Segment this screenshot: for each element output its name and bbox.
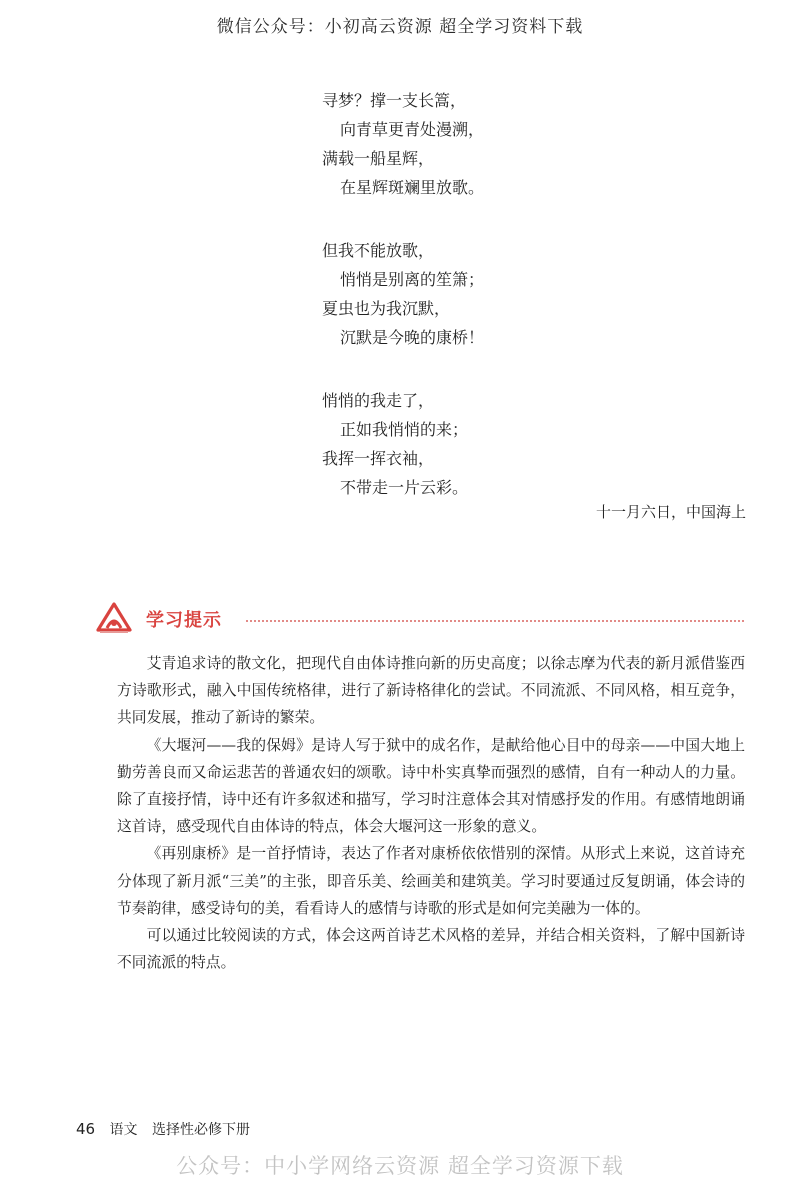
poem-line: 沉默是今晚的康桥！ [340,328,485,347]
study-tips-divider [246,620,744,622]
poem-line: 正如我悄悄的来； [340,420,469,439]
study-tips-paragraph: 可以通过比较阅读的方式，体会这两首诗艺术风格的差异，并结合相关资料，了解中国新诗不同流派的特点。 [117,927,745,972]
book-subject: 语文 [109,1122,138,1138]
book-volume: 选择性必修下册 [152,1122,250,1138]
footer-watermark: 公众号：中小学网络云资源 超全学习资源下载 [176,1154,624,1178]
poem-dateline: 十一月六日，中国海上 [595,503,746,521]
study-tips-body [117,650,745,976]
study-tips-paragraph: 《再别康桥》是一首抒情诗，表达了作者对康桥依依惜别的深情。从形式上来说，这首诗充分体现了新月派“三美”的主张，即音乐美、绘画美和建筑美。学习时要通过反复朗诵，体会诗的节奏韵律，感受诗句的美，看看诗人的感情与诗歌的形式是如何完美融为一体的。 [117,845,745,917]
poem-line: 悄悄的我走了， [322,391,435,410]
page-footer [76,1119,250,1139]
study-tips-header [96,602,746,640]
poem-line: 但我不能放歌， [322,241,435,260]
study-tips-title: 学习提示 [146,610,222,631]
study-tips-paragraph: 艾青追求诗的散文化，把现代自由体诗推向新的历史高度；以徐志摩为代表的新月派借鉴西方诗歌形式，融入中国传统格律，进行了新诗格律化的尝试。不同流派、不同风格，相互竞争，共同发展，推动了新诗的繁荣。 [117,655,745,727]
poem-line: 我挥一挥衣袖， [322,449,435,468]
page-number: 46 [76,1120,96,1138]
poem-line: 满载一船星辉， [322,149,435,168]
study-tips-paragraph: 《大堰河——我的保姆》是诗人写于狱中的成名作，是献给他心目中的母亲——中国大地上勤劳善良而又命运悲苦的普通农妇的颂歌。诗中朴实真挚而强烈的感情，自有一种动人的力量。除了直接抒情，诗中还有许多叙述和描写，学习时注意体会其对情感抒发的作用。有感情地朗诵这首诗，感受现代自由体诗的特点，体会大堰河这一形象的意义。 [117,736,745,836]
poem-line: 悄悄是别离的笙箫； [340,270,485,289]
poem-excerpt [322,86,682,536]
poem-line: 夏虫也为我沉默， [322,299,451,318]
study-tips-logo-icon [96,602,132,634]
poem-line: 在星辉斑斓里放歌。 [340,178,485,197]
poem-stanza [322,236,682,352]
poem-line: 寻梦？撑一支长篙， [322,91,467,110]
poem-line: 不带走一片云彩。 [340,478,469,497]
header-watermark: 微信公众号：小初高云资源 超全学习资料下载 [216,17,584,37]
poem-line: 向青草更青处漫溯， [340,120,485,139]
poem-stanza [322,86,682,202]
poem-stanza [322,386,682,502]
